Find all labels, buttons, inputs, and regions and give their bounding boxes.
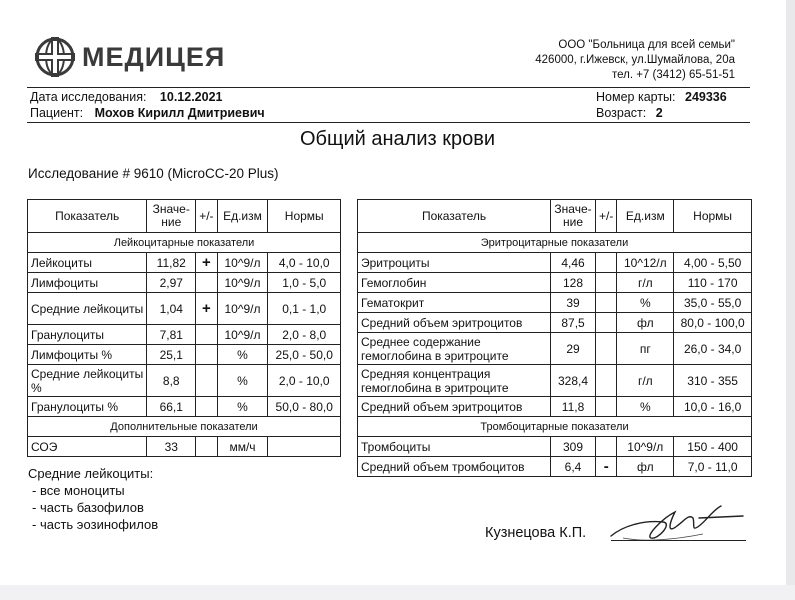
table-row: [28, 437, 341, 457]
param-cell: Гематокрит: [358, 293, 551, 313]
param-cell: Тромбоциты: [358, 437, 551, 457]
param-cell: Эритроциты: [358, 253, 551, 273]
param-cell: Средняя концентрация гемоглобина в эритроците: [358, 365, 551, 397]
norm-cell: 0,1 - 1,0: [268, 293, 341, 325]
card-row: [596, 90, 727, 104]
notes-block: [28, 465, 158, 533]
param-cell: Лейкоциты: [28, 253, 147, 273]
col-header-param: Показатель: [358, 200, 551, 233]
param-cell: Среднее содержание гемоглобина в эритроците: [358, 333, 551, 365]
unit-cell: фл: [617, 313, 674, 333]
flag-cell: [196, 345, 217, 365]
unit-cell: %: [217, 345, 268, 365]
table-row: [358, 397, 752, 417]
notes-item: - все моноциты: [32, 483, 125, 498]
value-cell: 11,8: [551, 397, 596, 417]
signature-line: [611, 540, 746, 541]
notes-item: - часть базофилов: [32, 500, 144, 515]
unit-cell: %: [217, 365, 268, 397]
section-title: Эритроцитарные показатели: [358, 233, 752, 253]
param-cell: Средний объем эритроцитов: [358, 397, 551, 417]
unit-cell: г/л: [617, 365, 674, 397]
unit-cell: 10^12/л: [617, 253, 674, 273]
value-cell: 328,4: [551, 365, 596, 397]
org-phone: тел. +7 (3412) 65-51-51: [611, 69, 735, 81]
table-header-row: [358, 200, 752, 233]
unit-cell: пг: [617, 333, 674, 365]
org-address: 426000, г.Ижевск, ул.Шумайлова, 20а: [535, 54, 735, 66]
flag-cell: [596, 333, 617, 365]
date-label: Дата исследования:: [30, 90, 147, 104]
patient-age: 2: [655, 106, 663, 120]
param-cell: Средний объем тромбоцитов: [358, 457, 551, 477]
org-name: ООО "Больница для всей семьи": [558, 39, 735, 51]
norm-cell: 35,0 - 55,0: [674, 293, 752, 313]
col-header-unit: Ед.изм: [617, 200, 674, 233]
age-label: Возраст:: [596, 106, 647, 120]
table-row: [28, 345, 341, 365]
org-info: [535, 38, 735, 83]
param-cell: Гемоглобин: [358, 273, 551, 293]
photo-edge-bottom: [0, 585, 795, 600]
unit-cell: %: [217, 397, 268, 417]
value-cell: 8,8: [147, 365, 196, 397]
value-cell: 11,82: [147, 253, 196, 273]
value-cell: 29: [551, 333, 596, 365]
col-header-unit: Ед.изм: [217, 200, 268, 233]
norm-cell: 310 - 355: [674, 365, 752, 397]
flag-cell: [596, 313, 617, 333]
param-cell: Средний объем эритроцитов: [358, 313, 551, 333]
value-cell: 128: [551, 273, 596, 293]
section-title: Дополнительные показатели: [28, 417, 341, 437]
flag-cell: [196, 365, 217, 397]
col-header-value: Значе- ние: [551, 200, 596, 233]
table-row: [358, 457, 752, 477]
patient-label: Пациент:: [30, 106, 84, 120]
col-header-flag: +/-: [596, 200, 617, 233]
norm-cell: 10,0 - 16,0: [674, 397, 752, 417]
unit-cell: 10^9/л: [217, 325, 268, 345]
unit-cell: 10^9/л: [217, 293, 268, 325]
flag-cell: [596, 397, 617, 417]
value-cell: 309: [551, 437, 596, 457]
table-row: [358, 333, 752, 365]
norm-cell: 1,0 - 5,0: [268, 273, 341, 293]
norm-cell: 25,0 - 50,0: [268, 345, 341, 365]
col-header-norm: Нормы: [268, 200, 341, 233]
flag-cell: [596, 293, 617, 313]
param-cell: Средние лейкоциты %: [28, 365, 147, 397]
norm-cell: 2,0 - 10,0: [268, 365, 341, 397]
norm-cell: 7,0 - 11,0: [674, 457, 752, 477]
card-label: Номер карты:: [596, 90, 676, 104]
value-cell: 1,04: [147, 293, 196, 325]
table-row: [358, 253, 752, 273]
flag-cell: +: [196, 293, 217, 325]
unit-cell: %: [617, 293, 674, 313]
section-header-row: [28, 417, 341, 437]
notes-item: - часть эозинофилов: [32, 517, 159, 532]
study-date: 10.12.2021: [159, 90, 223, 104]
unit-cell: 10^9/л: [617, 437, 674, 457]
norm-cell: 110 - 170: [674, 273, 752, 293]
table-row: [358, 365, 752, 397]
flag-cell: [196, 325, 217, 345]
param-cell: Средние лейкоциты: [28, 293, 147, 325]
photo-edge-right: [786, 0, 795, 600]
table-row: [28, 253, 341, 273]
unit-cell: фл: [617, 457, 674, 477]
table-row: [28, 397, 341, 417]
table-row: [28, 273, 341, 293]
col-header-flag: +/-: [196, 200, 217, 233]
table-row: [358, 293, 752, 313]
param-cell: СОЭ: [28, 437, 147, 457]
param-cell: Гранулоциты %: [28, 397, 147, 417]
erythrocyte-table: [357, 199, 752, 477]
cross-globe-icon: [34, 36, 76, 78]
flag-cell: [596, 253, 617, 273]
unit-cell: 10^9/л: [217, 253, 268, 273]
table-row: [28, 325, 341, 345]
table-row: [358, 437, 752, 457]
study-id: Исследование # 9610 (MicroCC-20 Plus): [28, 166, 279, 181]
brand-name: МЕДИЦЕЯ: [82, 41, 226, 72]
flag-cell: [196, 273, 217, 293]
value-cell: 33: [147, 437, 196, 457]
section-title: Лейкоцитарные показатели: [28, 233, 341, 253]
unit-cell: 10^9/л: [217, 273, 268, 293]
table-row: [358, 313, 752, 333]
value-cell: 87,5: [551, 313, 596, 333]
age-row: [596, 106, 663, 120]
signer-name: Кузнецова К.П.: [485, 525, 587, 541]
table-row: [358, 273, 752, 293]
value-cell: 4,46: [551, 253, 596, 273]
section-header-row: [28, 233, 341, 253]
patient-name: Мохов Кирилл Дмитриевич: [94, 106, 265, 120]
col-header-value: Значе- ние: [147, 200, 196, 233]
notes-title: Средние лейкоциты:: [28, 466, 154, 481]
flag-cell: [196, 437, 217, 457]
value-cell: 39: [551, 293, 596, 313]
flag-cell: +: [196, 253, 217, 273]
section-header-row: [358, 417, 752, 437]
table-row: [28, 293, 341, 325]
norm-cell: [268, 437, 341, 457]
norm-cell: 80,0 - 100,0: [674, 313, 752, 333]
section-title: Тромбоцитарные показатели: [358, 417, 752, 437]
value-cell: 66,1: [147, 397, 196, 417]
norm-cell: 4,00 - 5,50: [674, 253, 752, 273]
norm-cell: 4,0 - 10,0: [268, 253, 341, 273]
value-cell: 6,4: [551, 457, 596, 477]
col-header-param: Показатель: [28, 200, 147, 233]
header-divider: [27, 87, 750, 88]
value-cell: 7,81: [147, 325, 196, 345]
clinic-logo: [34, 36, 225, 78]
card-number: 249336: [685, 90, 727, 104]
table-row: [28, 365, 341, 397]
date-row: [30, 90, 222, 104]
norm-cell: 50,0 - 80,0: [268, 397, 341, 417]
value-cell: 25,1: [147, 345, 196, 365]
document-title: Общий анализ крови: [299, 128, 496, 150]
value-cell: 2,97: [147, 273, 196, 293]
col-header-norm: Нормы: [674, 200, 752, 233]
param-cell: Лимфоциты %: [28, 345, 147, 365]
unit-cell: г/л: [617, 273, 674, 293]
norm-cell: 2,0 - 8,0: [268, 325, 341, 345]
param-cell: Лимфоциты: [28, 273, 147, 293]
unit-cell: мм/ч: [217, 437, 268, 457]
flag-cell: [596, 273, 617, 293]
flag-cell: [596, 437, 617, 457]
leukocyte-table: [27, 199, 341, 457]
flag-cell: [196, 397, 217, 417]
info-divider: [27, 122, 750, 123]
param-cell: Гранулоциты: [28, 325, 147, 345]
norm-cell: 26,0 - 34,0: [674, 333, 752, 365]
section-header-row: [358, 233, 752, 253]
unit-cell: %: [617, 397, 674, 417]
flag-cell: -: [596, 457, 617, 477]
norm-cell: 150 - 400: [674, 437, 752, 457]
flag-cell: [596, 365, 617, 397]
patient-row: [30, 106, 265, 120]
table-header-row: [28, 200, 341, 233]
